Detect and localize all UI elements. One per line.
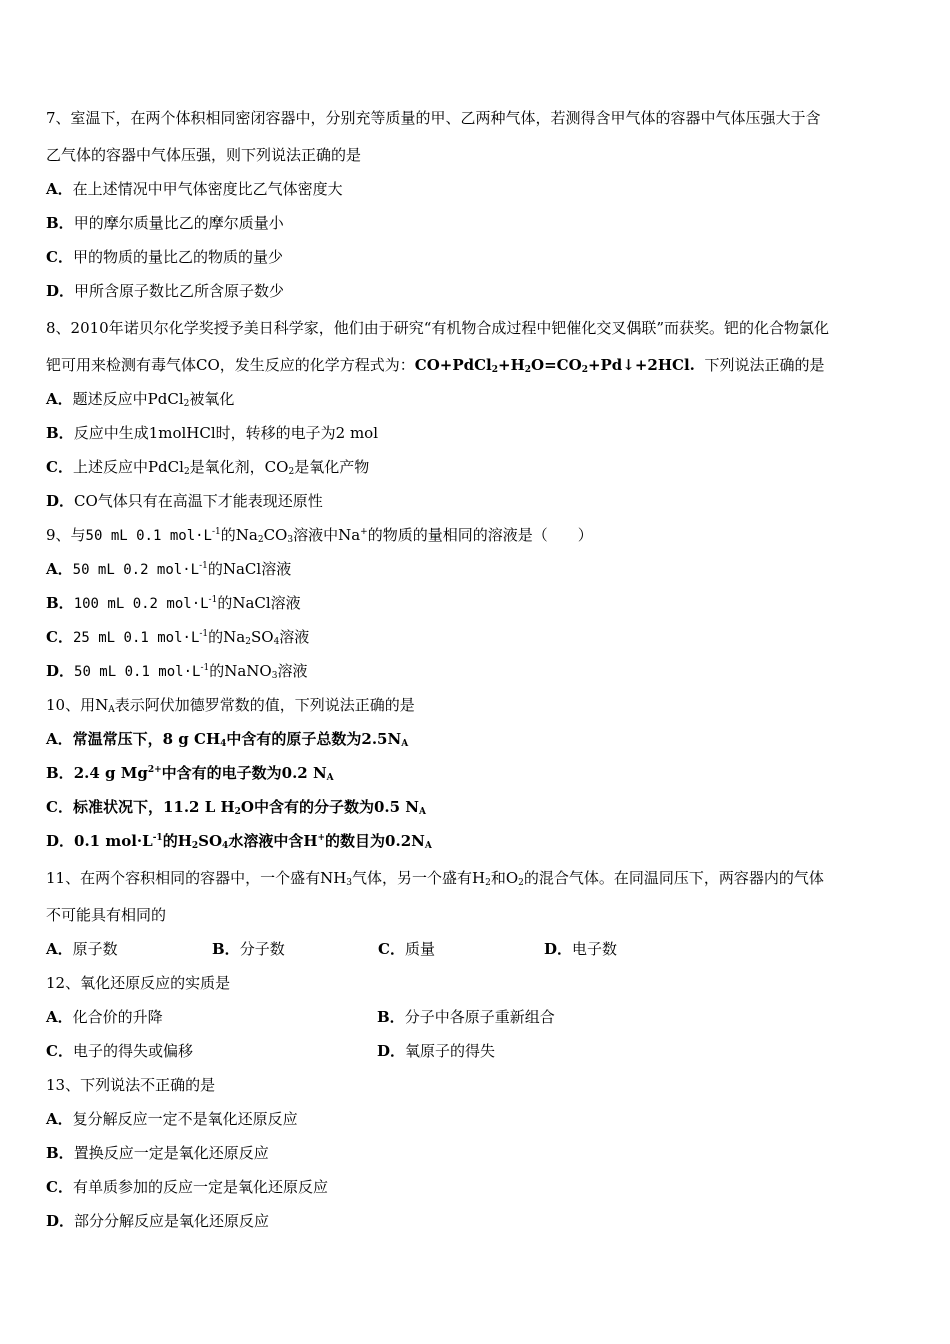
q11-options — [46, 932, 908, 966]
q11-option-b: B．分子数 — [212, 940, 285, 958]
q7-option-d: D．甲所含原子数比乙所含原子数少 — [46, 282, 285, 300]
q10-option-d: D．0.1 $mol\cdot L^{-1}$的$H_2SO_4$水溶液中含H+的数目为$0.2N_A$ — [46, 832, 432, 851]
q7-stem-line-1: 7、室温下，在两个体积相同密闭容器中，分别充等质量的甲、乙两种气体，若测得含甲气体的容器中气体压强大于含 — [46, 109, 821, 127]
q12-options-row-2 — [46, 1034, 908, 1068]
q12-option-d: D．氧原子的得失 — [377, 1042, 496, 1060]
q11-option-d: D．电子数 — [544, 940, 618, 958]
q13-option-d: D．部分分解反应是氧化还原反应 — [46, 1212, 270, 1230]
q9-stem: 9、与50 mL 0.1 $mol\cdot L^{-1}$的$Na_2CO_3$溶液中Na+的物质的量相同的溶液是（ ） — [46, 526, 593, 545]
q9-option-d: D．50 mL 0.1 $mol\cdot L^{-1}$的NaNO$_3$溶液 — [46, 662, 308, 681]
q8-option-d: D．CO气体只有在高温下才能表现还原性 — [46, 492, 323, 510]
q11-stem-line-1: 11、在两个容积相同的容器中，一个盛有$NH_3$气体，另一个盛有$H_2$和$O_2$的混合气体。在同温同压下，两容器内的气体 — [46, 869, 824, 888]
q11-option-c: C．质量 — [378, 940, 435, 958]
q9-option-a: A．50 mL 0.2 $mol\cdot L^{-1}$的NaCl溶液 — [46, 560, 292, 578]
q8-option-b: B．反应中生成1molHCl时，转移的电子为2 mol — [46, 424, 379, 442]
q12-option-c: C．电子的得失或偏移 — [46, 1042, 193, 1060]
q7-stem-line-2: 乙气体的容器中气体压强，则下列说法正确的是 — [46, 146, 362, 164]
q13-option-c: C．有单质参加的反应一定是氧化还原反应 — [46, 1178, 328, 1196]
q8-option-c: C．上述反应中PdCl$_2$是氧化剂，$CO_2$是氧化产物 — [46, 458, 370, 477]
q12-stem: 12、氧化还原反应的实质是 — [46, 974, 231, 992]
q9-option-c: C．25 mL 0.1 $mol\cdot L^{-1}$的$Na_2SO_4$溶液 — [46, 628, 310, 647]
q8-stem-line-1: 8、2010年诺贝尔化学奖授予美日科学家，他们由于研究“有机物合成过程中钯催化交叉偶联”而获奖。钯的化合物氯化 — [46, 319, 830, 337]
q8-option-a: A．题述反应中PdCl$_2$被氧化 — [46, 390, 235, 409]
q12-options-row-1 — [46, 1000, 908, 1034]
q7-option-c: C．甲的物质的量比乙的物质的量少 — [46, 248, 283, 266]
q9-option-b: B．100 mL 0.2 $mol\cdot L^{-1}$的NaCl溶液 — [46, 594, 301, 612]
q12-option-b: B．分子中各原子重新组合 — [377, 1008, 555, 1026]
q10-option-a: A．常温常压下，8 g $CH_4$中含有的原子总数为$2.5N_A$ — [46, 730, 409, 749]
q10-option-c: C．标准状况下，11.2 L $H_2O$中含有的分子数为0.5 $N_A$ — [46, 798, 427, 817]
q13-option-b: B．置换反应一定是氧化还原反应 — [46, 1144, 269, 1162]
q13-stem: 13、下列说法不正确的是 — [46, 1076, 216, 1094]
q7-option-b: B．甲的摩尔质量比乙的摩尔质量小 — [46, 214, 284, 232]
q8-equation: $CO+PdCl_2+H_2O=CO_2+Pd↓+2HCl$. — [414, 356, 695, 375]
q11-option-a: A．原子数 — [46, 940, 118, 958]
q11-stem-line-2: 不可能具有相同的 — [46, 906, 167, 924]
q8-stem-line-2: 钯可用来检测有毒气体CO，发生反应的化学方程式为：$CO+PdCl_2+H_2O=CO_2+Pd↓+2HCl$. 下列说法正确的是 — [46, 356, 825, 375]
q12-option-a: A．化合价的升降 — [46, 1008, 163, 1026]
q7-option-a: A．在上述情况中甲气体密度比乙气体密度大 — [46, 180, 343, 198]
q10-option-b: B．2.4 g $Mg^{2+}$中含有的电子数为0.2 $N_A$ — [46, 764, 334, 783]
exam-page — [46, 98, 908, 1238]
q13-option-a: A．复分解反应一定不是氧化还原反应 — [46, 1110, 298, 1128]
q10-stem: 10、用$N_A$表示阿伏加德罗常数的值，下列说法正确的是 — [46, 696, 415, 715]
